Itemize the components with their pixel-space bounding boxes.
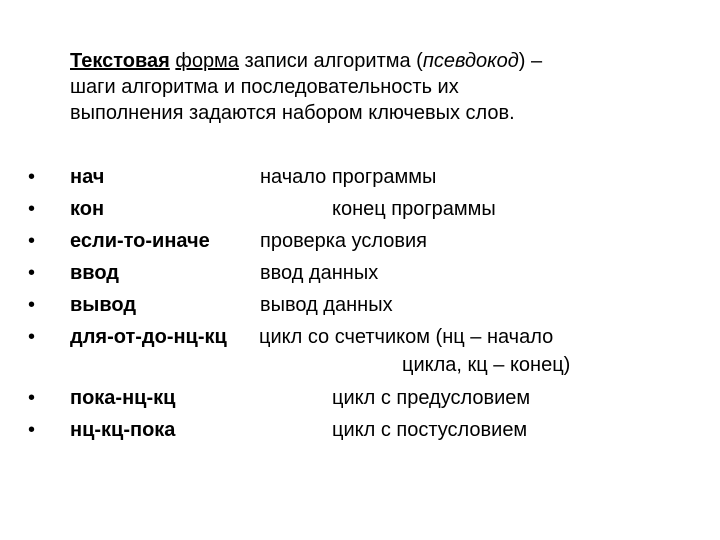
- intro-bold-word: Текстовая: [70, 50, 170, 72]
- description: цикл со счетчиком (нц – начало: [259, 326, 554, 348]
- intro-paragraph: [70, 48, 670, 126]
- bullet: •: [28, 262, 36, 284]
- description: цикл с постусловием: [332, 419, 528, 441]
- bullet: •: [28, 419, 36, 441]
- list-item: [0, 226, 720, 256]
- list-item-continuation: [0, 350, 720, 380]
- keyword: нач: [70, 166, 105, 188]
- intro-line-3: выполнения задаются набором ключевых слов.: [70, 102, 515, 124]
- list-item: [0, 194, 720, 224]
- keyword: для-от-до-нц-кц: [70, 326, 227, 348]
- description-continuation: цикла, кц – конец): [402, 354, 571, 376]
- intro-italic-word: псевдокод: [422, 50, 519, 72]
- intro-text-part2: ) –: [518, 50, 543, 72]
- bullet: •: [28, 198, 36, 220]
- bullet: •: [28, 166, 36, 188]
- list-item: [0, 322, 720, 352]
- bullet: •: [28, 387, 36, 409]
- keyword: если-то-иначе: [70, 230, 210, 252]
- bullet: •: [28, 294, 36, 316]
- intro-line-2: шаги алгоритма и последовательность их: [70, 76, 459, 98]
- description: ввод данных: [260, 262, 379, 284]
- description: конец программы: [332, 198, 496, 220]
- list-item: [0, 162, 720, 192]
- description: вывод данных: [260, 294, 393, 316]
- list-item: [0, 415, 720, 445]
- list-item: [0, 290, 720, 320]
- bullet: •: [28, 230, 36, 252]
- keyword: пока-нц-кц: [70, 387, 176, 409]
- keyword: кон: [70, 198, 105, 220]
- keyword: нц-кц-пока: [70, 419, 176, 441]
- bullet: •: [28, 326, 36, 348]
- keyword: вывод: [70, 294, 137, 316]
- list-item: [0, 258, 720, 288]
- list-item: [0, 383, 720, 413]
- description: цикл с предусловием: [332, 387, 531, 409]
- keyword: ввод: [70, 262, 119, 284]
- description: начало программы: [260, 166, 437, 188]
- intro-underlined-word: форма: [175, 50, 239, 72]
- intro-text-part1: записи алгоритма (: [238, 50, 423, 72]
- intro-line-1: [70, 48, 670, 74]
- description: проверка условия: [260, 230, 428, 252]
